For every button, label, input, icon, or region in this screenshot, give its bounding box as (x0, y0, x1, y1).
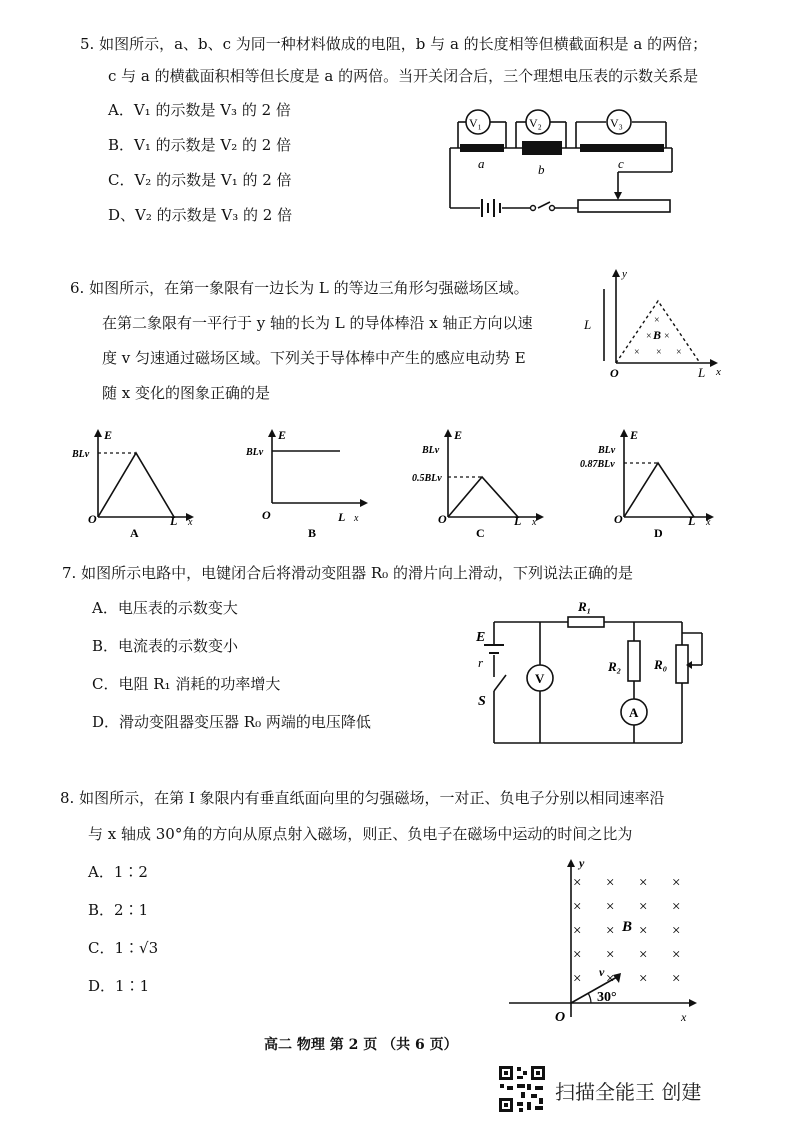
cross-icon: × (606, 947, 615, 963)
cross-icon: × (573, 971, 582, 987)
graph-d-E-label: E (630, 428, 639, 442)
qr-code-icon (497, 1064, 547, 1114)
graph-b-letter: B (308, 526, 317, 540)
graph-d-top-value: BLv (598, 445, 616, 456)
graph-c-top-value: BLv (422, 445, 440, 456)
q8-line2: 与 x 轴成 30°角的方向从原点射入磁场，则正、负电子在磁场中运动的时间之比为 (88, 825, 633, 843)
cross-icon: × (573, 875, 582, 891)
q6-line2: 在第二象限有一平行于 y 轴的长为 L 的导体棒沿 x 轴正方向以速 (102, 314, 533, 332)
q8-option-b[interactable]: B．2∶1 (88, 901, 149, 919)
resistor-b-icon (522, 141, 562, 155)
battery-icon (482, 199, 500, 217)
graph-a-letter: A (130, 526, 139, 540)
graph-c-x-arrow-icon (536, 513, 544, 521)
fig7-A-label: A (629, 705, 639, 720)
q8-option-c[interactable]: C．1∶√3 (88, 939, 159, 957)
cross-icon: × (664, 331, 670, 342)
graph-a-L-label: L (170, 514, 178, 528)
cross-icon: × (672, 923, 681, 939)
cross-icon: × (606, 899, 615, 915)
cross-icon: × (639, 875, 648, 891)
q5-circuit-figure (440, 100, 690, 220)
q6-graph-d[interactable] (582, 425, 722, 540)
cross-icon: × (639, 947, 648, 963)
q5-option-d[interactable]: D、V₂ 的示数是 V₃ 的 2 倍 (108, 206, 293, 224)
graph-b-y-arrow-icon (268, 429, 276, 437)
q7-option-c[interactable]: C．电阻 R₁ 消耗的功率增大 (92, 675, 281, 693)
switch-icon (494, 675, 506, 691)
q7-option-a[interactable]: A．电压表的示数变大 (92, 599, 238, 617)
graph-b-origin: O (262, 508, 271, 522)
fig8-x-label: x (681, 1010, 687, 1024)
cross-icon: × (656, 347, 662, 358)
q6-line3: 度 v 匀速通过磁场区域。下列关于导体棒中产生的感应电动势 E (102, 349, 526, 367)
graph-d-L-label: L (688, 514, 696, 528)
fig5-label-a: a (478, 156, 485, 171)
rheostat-r0-icon (676, 645, 688, 683)
resistor-r2-icon (628, 641, 640, 681)
q8-option-d[interactable]: D．1∶1 (88, 977, 150, 995)
fig5-v1-label: V₁ (469, 116, 482, 130)
fig6-B-label: B (653, 328, 662, 342)
q7-circuit-figure (470, 595, 720, 750)
fig7-R1-label: R₁ (578, 599, 592, 614)
cross-icon: × (639, 899, 648, 915)
slider-arrow-icon (614, 192, 622, 200)
cross-icon: × (606, 923, 615, 939)
q7-line1: 7. 如图所示电路中，电键闭合后将滑动变阻器 R₀ 的滑片向上滑动，下列说法正确的是 (62, 564, 633, 582)
fig8-origin: O (555, 1010, 566, 1025)
graph-a-origin: O (88, 512, 97, 526)
graph-c-L-label: L (514, 514, 522, 528)
fig5-label-c: c (618, 156, 624, 171)
q8-option-a[interactable]: A．1∶2 (88, 863, 148, 881)
cross-icon: × (672, 875, 681, 891)
graph-a-y-value: BLv (72, 449, 90, 460)
graph-a-y-arrow-icon (94, 429, 102, 437)
cross-icon: × (639, 923, 648, 939)
fig6-L-bottom: L (698, 365, 706, 380)
graph-d-x-label: x (706, 517, 711, 528)
fig8-B-label: B (622, 919, 633, 935)
graph-b-L-label: L (338, 510, 346, 524)
graph-c-letter: C (476, 526, 485, 540)
graph-d-origin: O (614, 512, 623, 526)
fig6-y-arrow-icon (612, 269, 620, 277)
q5-line1: 5. 如图所示，a、b、c 为同一种材料做成的电阻，b 与 a 的长度相等但横截面积是 a 的两倍； (80, 35, 708, 53)
graph-a-E-label: E (104, 428, 113, 442)
cross-icon: × (646, 331, 652, 342)
fig8-x-arrow-icon (689, 999, 697, 1007)
fig7-V-label: V (535, 671, 545, 686)
graph-c-y-value: 0.5BLv (412, 473, 442, 484)
cross-icon: × (676, 347, 682, 358)
graph-d-y-arrow-icon (620, 429, 628, 437)
graph-b-y-value: BLv (246, 447, 264, 458)
page-footer: 高二 物理 第 2 页 （共 6 页） (264, 1037, 458, 1053)
q8-field-figure (505, 855, 705, 1025)
q7-option-d[interactable]: D．滑动变阻器变压器 R₀ 两端的电压降低 (92, 713, 371, 731)
fig7-r-label: r (478, 655, 484, 670)
graph-b-x-arrow-icon (360, 499, 368, 507)
cross-icon: × (606, 971, 615, 987)
q6-number: 6. (70, 279, 85, 297)
resistor-c-icon (580, 144, 664, 152)
resistor-a-icon (460, 144, 504, 152)
q8-line1: 8. 如图所示，在第 I 象限内有垂直纸面向里的匀强磁场，一对正、负电子分别以相同速率沿 (60, 789, 665, 807)
fig7-R0-label: R₀ (654, 657, 668, 672)
graph-b-E-label: E (278, 428, 287, 442)
q5-option-a[interactable]: A．V₁ 的示数是 V₃ 的 2 倍 (108, 101, 291, 119)
graph-c-E-label: E (454, 428, 463, 442)
q8-number: 8. (60, 789, 75, 807)
q6-line1: 6. 如图所示，在第一象限有一边长为 L 的等边三角形匀强磁场区域。 (70, 279, 529, 297)
fig6-origin: O (610, 366, 619, 380)
q5-line2: c 与 a 的横截面积相等但长度是 a 的两倍。当开关闭合后，三个理想电压表的示数关系是 (108, 67, 699, 85)
graph-c-x-label: x (532, 517, 537, 528)
cross-icon: × (573, 923, 582, 939)
cross-icon: × (634, 347, 640, 358)
battery-icon (484, 645, 504, 653)
q6-line4: 随 x 变化的图象正确的是 (102, 384, 270, 402)
q6-graph-c[interactable] (412, 425, 551, 540)
fig6-y-label: y (622, 268, 627, 280)
fig8-y-arrow-icon (567, 859, 575, 867)
fig8-angle-label: 30° (597, 990, 617, 1005)
q5-number: 5. (80, 35, 95, 53)
fig8-y-label: y (579, 856, 585, 870)
fig5-v3-label: V₃ (610, 116, 623, 130)
fig7-S-label: S (478, 694, 486, 709)
cross-icon: × (672, 971, 681, 987)
fig7-R2-label: R₂ (608, 659, 622, 674)
graph-c-y-arrow-icon (444, 429, 452, 437)
cross-icon: × (672, 947, 681, 963)
q7-option-b[interactable]: B．电流表的示数变小 (92, 637, 239, 655)
cross-icon: × (639, 971, 648, 987)
graph-b-x-label: x (354, 513, 359, 524)
cross-icon: × (654, 315, 660, 326)
cross-icon: × (606, 875, 615, 891)
graph-d-y-value: 0.87BLv (580, 459, 615, 470)
graph-c-origin: O (438, 512, 447, 526)
q7-number: 7. (62, 564, 77, 582)
fig6-L-left: L (584, 317, 592, 332)
scanner-watermark: 扫描全能王 创建 (555, 1080, 702, 1104)
fig5-label-b: b (538, 162, 545, 177)
fig5-v2-label: V₂ (529, 116, 542, 130)
q5-option-c[interactable]: C．V₂ 的示数是 V₁ 的 2 倍 (108, 171, 292, 189)
q6-graph-b[interactable] (244, 425, 374, 540)
q6-graph-a[interactable] (70, 425, 200, 540)
resistor-r1-icon (568, 617, 604, 627)
q5-option-b[interactable]: B．V₁ 的示数是 V₂ 的 2 倍 (108, 136, 292, 154)
graph-d-letter: D (654, 526, 663, 540)
fig6-x-label: x (716, 366, 721, 378)
fig7-E-label: E (476, 630, 486, 645)
q6-field-figure (572, 265, 722, 380)
fig8-v-label: v (599, 965, 605, 979)
cross-icon: × (672, 899, 681, 915)
graph-a-x-label: x (188, 517, 193, 528)
cross-icon: × (573, 899, 582, 915)
cross-icon: × (573, 947, 582, 963)
